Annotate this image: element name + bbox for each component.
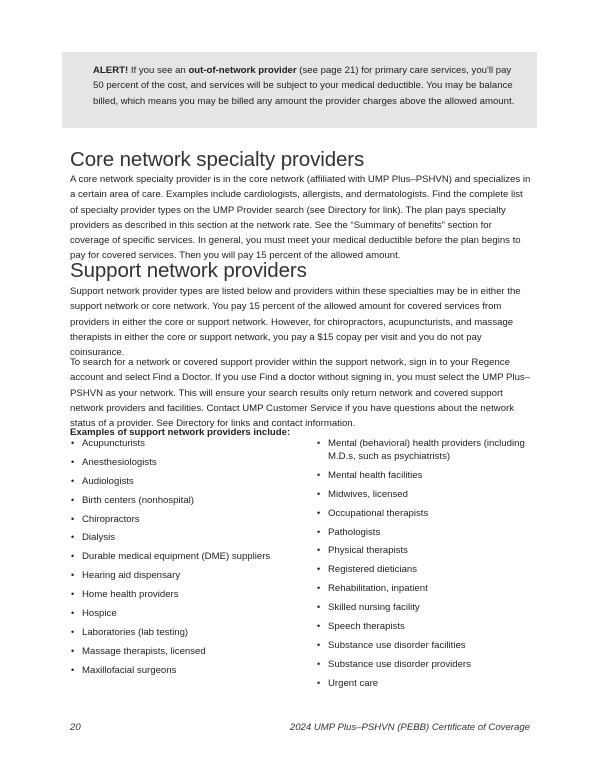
bullet-icon: • xyxy=(71,626,75,637)
bullet-icon: • xyxy=(71,645,75,656)
bullet-icon: • xyxy=(317,677,321,688)
bullet-icon: • xyxy=(317,602,321,613)
alert-text-after: (see page 21) for primary care services, you'll pay 50 percent of the cost, and services will be subject to your medical deductible. You may be balance billed, which means you may be billed any amount the provider charges above the allowed amount. xyxy=(93,65,515,107)
bullet-icon: • xyxy=(317,438,321,448)
bullet-icon: • xyxy=(71,456,75,467)
list-item: • Dialysis xyxy=(71,532,116,544)
alert-label: ALERT! xyxy=(93,65,129,76)
bullet-icon: • xyxy=(317,507,321,518)
bullet-icon: • xyxy=(317,526,321,537)
bullet-icon: • xyxy=(317,469,321,480)
paragraph-support-network-search: To search for a network or covered support provider within the support network, sign in to your Regence account and select Find a Doctor. If you use Find a doctor without signing in, you must select the UMP Plus–PSHVN as your network. This will ensure your search results only return network and covered support network providers and facilities. Contact UMP Customer Service if you have questions about the network status of a provider. See Directory for links and contact information. xyxy=(70,357,531,430)
footer-page-number: 20 xyxy=(70,722,81,733)
list-item: • Hospice xyxy=(71,608,117,620)
list-item: • Mental health facilities xyxy=(317,469,423,481)
bullet-icon: • xyxy=(71,475,75,486)
bullet-icon: • xyxy=(71,570,75,581)
examples-heading: Examples of support network providers include: xyxy=(70,427,291,438)
alert-text-before: If you see an xyxy=(128,65,189,76)
bullet-icon: • xyxy=(71,513,75,524)
bullet-icon: • xyxy=(71,532,75,543)
list-item: • Audiologists xyxy=(71,475,134,487)
list-item: • Substance use disorder facilities xyxy=(317,639,466,651)
bullet-icon: • xyxy=(71,494,75,505)
alert-callout xyxy=(62,52,537,128)
list-item: • Home health providers xyxy=(71,589,179,601)
list-item: • Acupuncturists xyxy=(71,438,145,449)
list-item: • Substance use disorder providers xyxy=(317,658,471,670)
bullet-icon: • xyxy=(317,564,321,575)
list-item: • Occupational therapists xyxy=(317,507,429,519)
examples-list-left xyxy=(70,437,305,683)
bullet-icon: • xyxy=(317,639,321,650)
bullet-icon: • xyxy=(317,621,321,632)
alert-bold-term: out-of-network provider xyxy=(188,65,297,76)
bullet-icon: • xyxy=(317,488,321,499)
bullet-icon: • xyxy=(71,664,75,675)
list-item: • Mental (behavioral) health providers (including M.D.s, such as psychiatrists) xyxy=(317,438,525,462)
bullet-icon: • xyxy=(317,658,321,669)
list-item: • Birth centers (nonhospital) xyxy=(71,494,194,506)
list-item: • Laboratories (lab testing) xyxy=(71,626,189,638)
list-item: • Physical therapists xyxy=(317,545,408,557)
list-item: • Hearing aid dispensary xyxy=(71,570,181,582)
bullet-icon: • xyxy=(71,438,75,448)
list-item: • Registered dieticians xyxy=(317,564,418,576)
bullet-icon: • xyxy=(71,589,75,600)
list-item: • Speech therapists xyxy=(317,621,405,633)
bullet-icon: • xyxy=(71,608,75,619)
list-item: • Pathologists xyxy=(317,526,381,538)
heading-core-network: Core network specialty providers xyxy=(70,148,365,171)
list-item: • Rehabilitation, inpatient xyxy=(317,583,428,595)
list-item: • Midwives, licensed xyxy=(317,488,408,500)
heading-support-network: Support network providers xyxy=(70,259,307,282)
list-item: • Urgent care xyxy=(317,677,379,689)
list-item: • Skilled nursing facility xyxy=(317,602,420,614)
bullet-icon: • xyxy=(317,583,321,594)
examples-list-right xyxy=(316,437,541,696)
paragraph-support-network-intro: Support network provider types are listed below and providers within these specialties may be in either the support network or core network. You pay 15 percent of the allowed amount for covered services from providers in either the core or support network. However, for chiropractors, acupuncturists, and massage therapists in either the core or support network, you pay a $15 copay per visit and you do not pay coinsurance. xyxy=(70,286,521,359)
list-item: • Anesthesiologists xyxy=(71,456,157,468)
bullet-icon: • xyxy=(317,545,321,556)
list-item: • Chiropractors xyxy=(71,513,140,525)
paragraph-core-network: A core network specialty provider is in the core network (affiliated with UMP Plus–PSHVN) and specializes in a certain area of care. Examples include cardiologists, allergists, and dermatologists. Find the complete list of specialty provider types on the UMP Provider search (see Directory for link). The plan pays specialty providers as described in this section at the network rate. See the “Summary of benefits” section for coverage of specific services. In general, you must meet your medical deductible before the plan begins to pay for covered services. Then you will pay 15 percent of the allowed amount. xyxy=(70,174,531,262)
list-item: • Massage therapists, licensed xyxy=(71,645,206,657)
footer-document-title: 2024 UMP Plus–PSHVN (PEBB) Certificate of Coverage xyxy=(289,722,530,733)
list-item: • Maxillofacial surgeons xyxy=(71,664,177,676)
list-item: • Durable medical equipment (DME) suppliers xyxy=(71,551,271,563)
bullet-icon: • xyxy=(71,551,75,562)
